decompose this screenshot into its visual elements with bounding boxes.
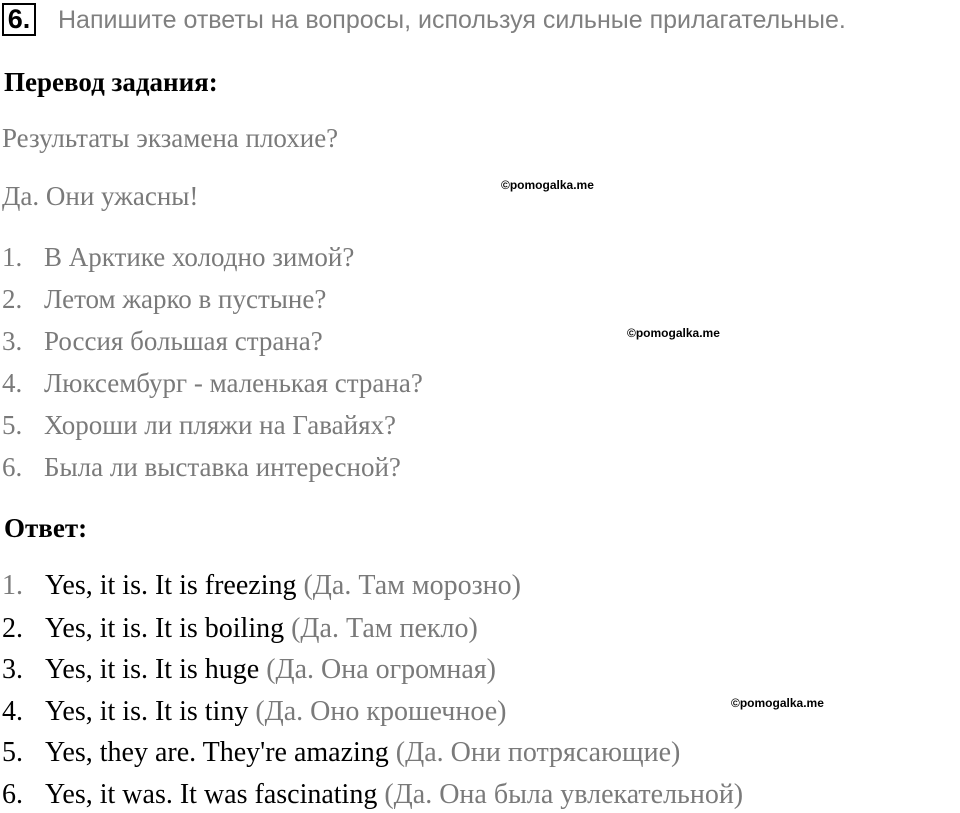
answer-english: Yes, it is. It is huge bbox=[45, 654, 267, 685]
question-number: 3. bbox=[2, 326, 23, 356]
question-item bbox=[2, 409, 396, 441]
watermark: ©pomogalka.me bbox=[627, 326, 720, 340]
answer-russian: (Да. Она была увлекательной) bbox=[384, 779, 744, 810]
question-item bbox=[2, 325, 323, 357]
question-item bbox=[2, 283, 326, 315]
answer-english: Yes, it is. It is freezing bbox=[45, 570, 297, 601]
answer-english: Yes, it is. It is boiling bbox=[45, 613, 285, 644]
answer-russian: (Да. Она огромная) bbox=[266, 654, 496, 685]
answer-russian: (Да. Они потрясающие) bbox=[388, 737, 681, 768]
answer-english: Yes, they are. They're amazing bbox=[45, 737, 389, 768]
answer-number: 2. bbox=[2, 613, 23, 644]
answer-heading: Ответ: bbox=[4, 513, 88, 543]
answer-number: 1. bbox=[2, 570, 23, 601]
question-text: В Арктике холодно зимой? bbox=[44, 242, 355, 272]
answer-number: 3. bbox=[2, 654, 23, 685]
answer-item bbox=[2, 695, 506, 729]
answer-russian: (Да. Там морозно) bbox=[296, 570, 521, 601]
question-item bbox=[2, 367, 423, 399]
question-text: Россия большая страна? bbox=[44, 326, 323, 356]
answer-english: Yes, it was. It was fascinating bbox=[45, 779, 385, 810]
question-number: 2. bbox=[2, 284, 23, 314]
example-question: Результаты экзамена плохие? bbox=[2, 123, 339, 153]
answer-item bbox=[2, 612, 478, 646]
question-text: Была ли выставка интересной? bbox=[44, 452, 401, 482]
question-text: Люксембург - маленькая страна? bbox=[44, 368, 423, 398]
answer-number: 6. bbox=[2, 779, 23, 810]
question-item bbox=[2, 241, 354, 273]
task-instruction: Напишите ответы на вопросы, используя сильные прилагательные. bbox=[58, 6, 846, 34]
question-number: 5. bbox=[2, 410, 23, 440]
question-text: Хороши ли пляжи на Гавайях? bbox=[44, 410, 396, 440]
answer-item bbox=[2, 778, 743, 812]
answer-russian: (Да. Оно крошечное) bbox=[255, 696, 507, 727]
answer-russian: (Да. Там пекло) bbox=[284, 613, 478, 644]
answer-english: Yes, it is. It is tiny bbox=[45, 696, 256, 727]
answer-item bbox=[2, 569, 521, 603]
question-number: 6. bbox=[2, 452, 23, 482]
example-answer: Да. Они ужасны! bbox=[2, 181, 199, 211]
answer-item bbox=[2, 653, 496, 687]
watermark: ©pomogalka.me bbox=[731, 696, 824, 710]
answer-number: 4. bbox=[2, 696, 23, 727]
watermark: ©pomogalka.me bbox=[501, 178, 594, 192]
question-number: 4. bbox=[2, 368, 23, 398]
translation-heading: Перевод задания: bbox=[4, 67, 218, 97]
question-item bbox=[2, 451, 401, 483]
task-number: 6. bbox=[2, 3, 36, 36]
question-text: Летом жарко в пустыне? bbox=[44, 284, 327, 314]
answer-item bbox=[2, 736, 680, 770]
question-number: 1. bbox=[2, 242, 23, 272]
answer-number: 5. bbox=[2, 737, 23, 768]
